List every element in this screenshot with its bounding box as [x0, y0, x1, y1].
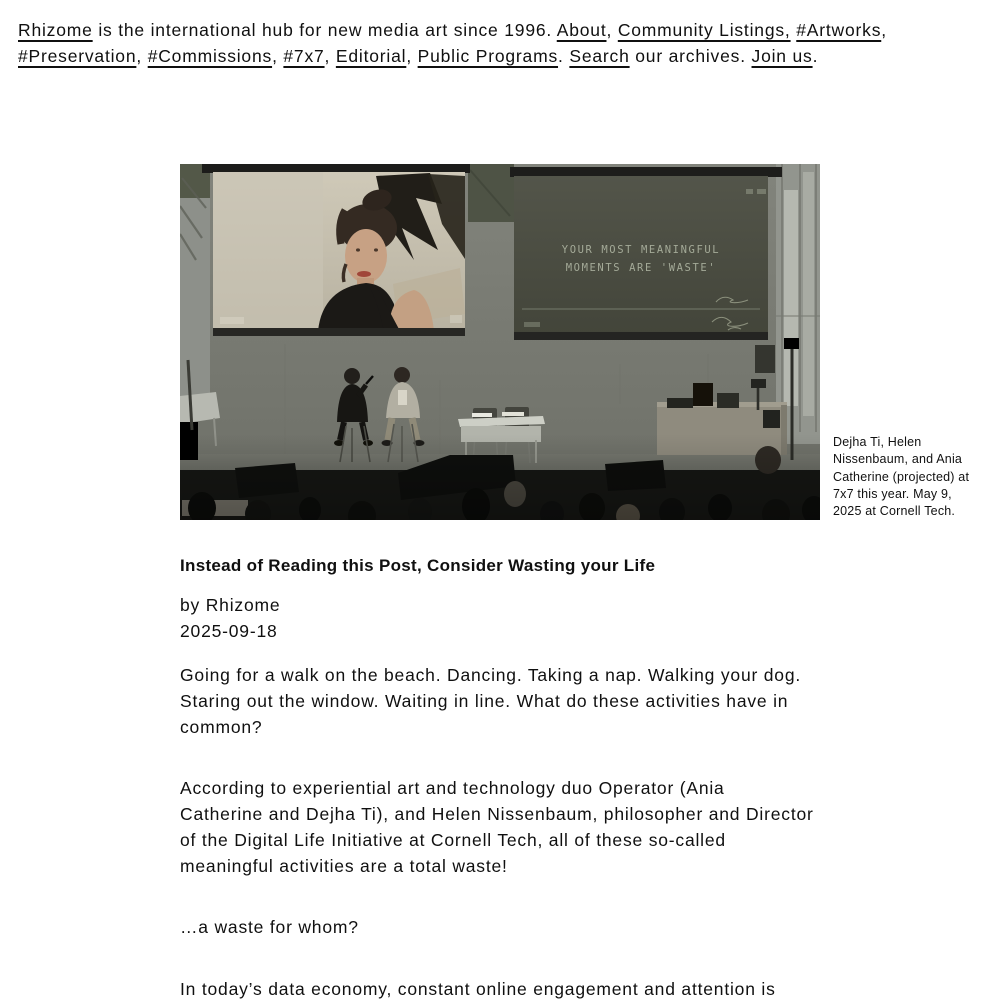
- slide-text-line-1: YOUR MOST MEANINGFUL: [561, 244, 721, 256]
- masthead-text: our archives.: [629, 46, 752, 66]
- masthead-text: ,: [272, 46, 284, 66]
- article-date: 2025-09-18: [180, 621, 278, 641]
- link-preservation[interactable]: #Preservation: [18, 46, 137, 66]
- paragraph-line: …a waste for whom?: [180, 917, 359, 937]
- masthead-line-2: [18, 43, 988, 69]
- caption-line: Dejha Ti, Helen: [833, 435, 922, 449]
- paragraph-line: Staring out the window. Waiting in line. What do these activities have in: [180, 691, 789, 711]
- caption-line: 7x7 this year. May 9,: [833, 486, 952, 501]
- link-search[interactable]: Search: [569, 46, 630, 66]
- paragraph: [180, 662, 801, 740]
- paragraph-line: common?: [180, 717, 263, 737]
- paragraph-line: Catherine and Dejha Ti), and Helen Nissenbaum, philosopher and Director: [180, 804, 814, 824]
- event-photo-illustration: [180, 164, 820, 520]
- right-projection-screen: [510, 167, 782, 340]
- masthead-text: .: [558, 46, 570, 66]
- link-editorial[interactable]: Editorial: [335, 46, 407, 66]
- masthead-text: ,: [606, 20, 618, 40]
- paragraph-line: In today’s data economy, constant online engagement and attention is: [180, 979, 776, 999]
- masthead-text: ,: [136, 46, 148, 66]
- paragraph-line: Going for a walk on the beach. Dancing. Taking a nap. Walking your dog.: [180, 665, 802, 685]
- left-projection-screen: [202, 164, 470, 336]
- link-7x7[interactable]: #7x7: [283, 46, 325, 66]
- link-community-listings[interactable]: Community Listings,: [617, 20, 791, 40]
- masthead-text: ,: [324, 46, 336, 66]
- paragraph-line: meaningful activities are a total waste!: [180, 856, 508, 876]
- event-photo: [180, 164, 820, 520]
- paragraph-line: of the Digital Life Initiative at Cornell Tech, all of these so-called: [180, 830, 726, 850]
- slide-text-line-2: MOMENTS ARE 'WASTE': [565, 262, 717, 274]
- article-byline: by Rhizome: [180, 595, 281, 615]
- paragraph: [180, 976, 776, 1002]
- paragraph-line: According to experiential art and technology duo Operator (Ania: [180, 778, 725, 798]
- link-artworks[interactable]: #Artworks: [796, 20, 882, 40]
- link-commissions[interactable]: #Commissions: [147, 46, 273, 66]
- caption-line: Nissenbaum, and Ania: [833, 452, 963, 467]
- photo-caption: [833, 434, 969, 520]
- masthead-text: ,: [406, 46, 418, 66]
- caption-line: 2025 at Cornell Tech.: [833, 504, 956, 519]
- masthead-text: .: [812, 46, 819, 66]
- paragraph: [180, 914, 359, 940]
- article-title: Instead of Reading this Post, Consider Wasting your Life: [180, 556, 656, 576]
- masthead-text: ,: [881, 20, 887, 40]
- link-rhizome[interactable]: Rhizome: [18, 20, 93, 40]
- article-byline-block: [180, 592, 280, 644]
- masthead-line-1: [18, 17, 988, 43]
- link-public-programs[interactable]: Public Programs: [417, 46, 559, 66]
- masthead-text: is the international hub for new media art since 1996.: [92, 20, 557, 40]
- masthead: [18, 17, 988, 69]
- link-about[interactable]: About: [556, 20, 607, 40]
- link-join-us[interactable]: Join us: [751, 46, 813, 66]
- paragraph: [180, 775, 814, 879]
- caption-line: Catherine (projected) at: [833, 469, 970, 484]
